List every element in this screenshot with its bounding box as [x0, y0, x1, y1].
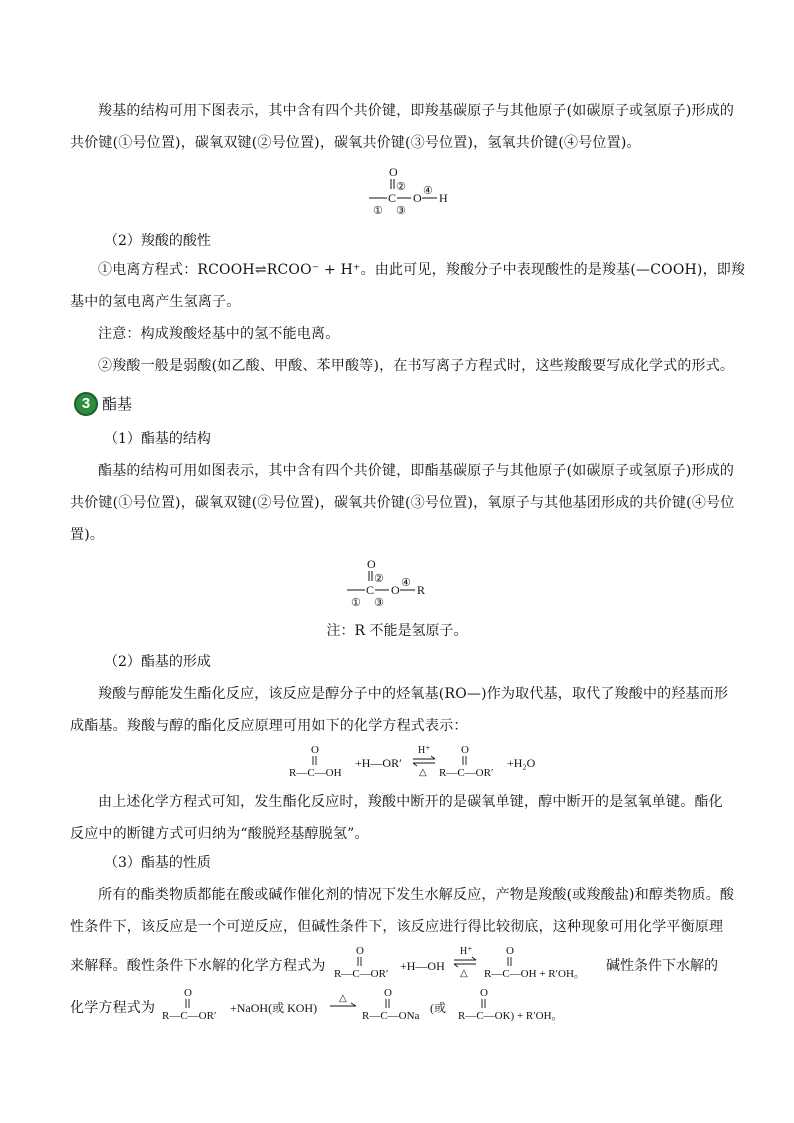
formula-atom: H	[439, 191, 448, 205]
heat-symbol: △	[419, 767, 427, 778]
subheading: （2）羧酸的酸性	[104, 233, 211, 249]
paragraph-fragment: 碱性条件下水解的	[606, 958, 718, 974]
formula-atom: C	[366, 583, 375, 597]
product-formula: R—C—OK) + R′OH。	[458, 1010, 563, 1022]
product-formula: +H₂O	[507, 756, 536, 770]
base-hydrolysis-equation	[160, 985, 600, 1027]
paragraph-line: 成酯基。羧酸与醇的酯化反应原理可用如下的化学方程式表示：	[70, 718, 468, 734]
paragraph-line: ②羧酸一般是弱酸(如乙酸、甲酸、苯甲酸等)，在书写离子方程式时，这些羧酸要写成化学式的形式。	[98, 358, 735, 374]
subheading: （2）酯基的形成	[104, 654, 211, 670]
reactant-formula: R—C—OR′	[162, 1010, 217, 1022]
note-line: 注意：构成羧酸烃基中的氢不能电离。	[98, 326, 340, 342]
formula-atom: O	[461, 744, 469, 756]
formula-atom: O	[311, 744, 319, 756]
formula-text: (或	[430, 1001, 446, 1015]
formula-atom: O	[480, 987, 488, 999]
esterification-equation	[285, 742, 555, 782]
formula-atom: O	[391, 583, 400, 597]
bond-number: ④	[423, 185, 433, 197]
product-formula: R—C—OR′	[439, 767, 494, 779]
paragraph-line: 置)。	[70, 527, 105, 543]
formula-atom: O	[356, 945, 364, 957]
catalyst-label: H⁺	[460, 946, 473, 957]
acid-hydrolysis-equation	[332, 943, 604, 983]
ester-structure-diagram	[343, 552, 463, 610]
bond-number: ④	[401, 577, 411, 589]
formula-atom: R	[417, 583, 426, 597]
heat-symbol: △	[460, 968, 468, 979]
bond-number: ②	[374, 573, 384, 585]
diagram-caption: 注：R 不能是氢原子。	[326, 623, 468, 639]
reagent-formula: +H—OH	[400, 959, 445, 973]
reactant-formula: R—C—OH	[289, 767, 342, 779]
bond-number: ①	[373, 205, 383, 216]
paragraph-line: 共价键(①号位置)，碳氧双键(②号位置)，碳氧共价键(③号位置)，氧原子与其他基团形成的共价键(④号位	[70, 495, 735, 511]
product-formula: R—C—OH + R′OH。	[484, 968, 585, 980]
paragraph-line: 所有的酯类物质都能在酸或碱作催化剂的情况下发生水解反应，产物是羧酸(或羧酸盐)和醇类物质。酸	[98, 887, 735, 903]
formula-atom: O	[384, 987, 392, 999]
section-title: 酯基	[102, 395, 133, 413]
formula-atom: O	[389, 165, 398, 179]
paragraph-line: 羧基的结构可用下图表示，其中含有四个共价键，即羧基碳原子与其他原子(如碳原子或氢原子)形成的	[98, 103, 735, 119]
bond-number: ③	[396, 205, 406, 216]
reagent-formula: +H—OR′	[355, 756, 402, 770]
formula-atom: O	[413, 191, 422, 205]
paragraph-line: 基中的氢电离产生氢离子。	[70, 294, 241, 310]
paragraph-line: ①电离方程式：RCOOH⇌RCOO⁻ + H⁺。由此可见，羧酸分子中表现酸性的是羧基(—COOH)，即羧	[98, 262, 746, 278]
bond-number: ①	[351, 597, 361, 609]
paragraph-line: 化学方程式为	[70, 1000, 156, 1016]
subheading: （3）酯基的性质	[104, 855, 211, 871]
subheading: （1）酯基的结构	[104, 431, 211, 447]
paragraph-line: 来解释。酸性条件下水解的化学方程式为	[70, 958, 326, 974]
section-number: 3	[81, 395, 91, 412]
catalyst-label: H⁺	[418, 745, 431, 756]
reagent-formula: +NaOH(或 KOH)	[230, 1001, 318, 1015]
bond-number: ②	[396, 181, 406, 193]
paragraph-line: 酯基的结构可用如图表示，其中含有四个共价键，即酯基碳原子与其他原子(如碳原子或氢原子)形成的	[98, 463, 735, 479]
formula-atom: O	[506, 945, 514, 957]
bond-number: ③	[374, 597, 384, 609]
formula-atom: O	[367, 557, 376, 571]
formula-atom: C	[388, 191, 397, 205]
carboxyl-structure-diagram	[365, 160, 465, 216]
paragraph-line: 由上述化学方程式可知，发生酯化反应时，羧酸中断开的是碳氧单键，醇中断开的是氢氧单键。酯化	[98, 794, 723, 810]
formula-atom: O	[184, 987, 192, 999]
heat-symbol: △	[339, 993, 347, 1004]
paragraph-line: 羧酸与醇能发生酯化反应，该反应是醇分子中的烃氧基(RO—)作为取代基，取代了羧酸中的羟基而形	[98, 686, 729, 702]
product-formula: R—C—ONa	[362, 1010, 420, 1022]
paragraph-line: 性条件下，该反应是一个可逆反应，但碱性条件下，该反应进行得比较彻底，这种现象可用化学平衡原理	[70, 919, 724, 935]
section-number-badge	[74, 392, 98, 416]
paragraph-line: 反应中的断键方式可归纳为“酸脱羟基醇脱氢”。	[70, 826, 369, 842]
reactant-formula: R—C—OR′	[334, 968, 389, 980]
paragraph-line: 共价键(①号位置)，碳氧双键(②号位置)，碳氧共价键(③号位置)，氢氧共价键(④号位置)。	[70, 135, 641, 151]
